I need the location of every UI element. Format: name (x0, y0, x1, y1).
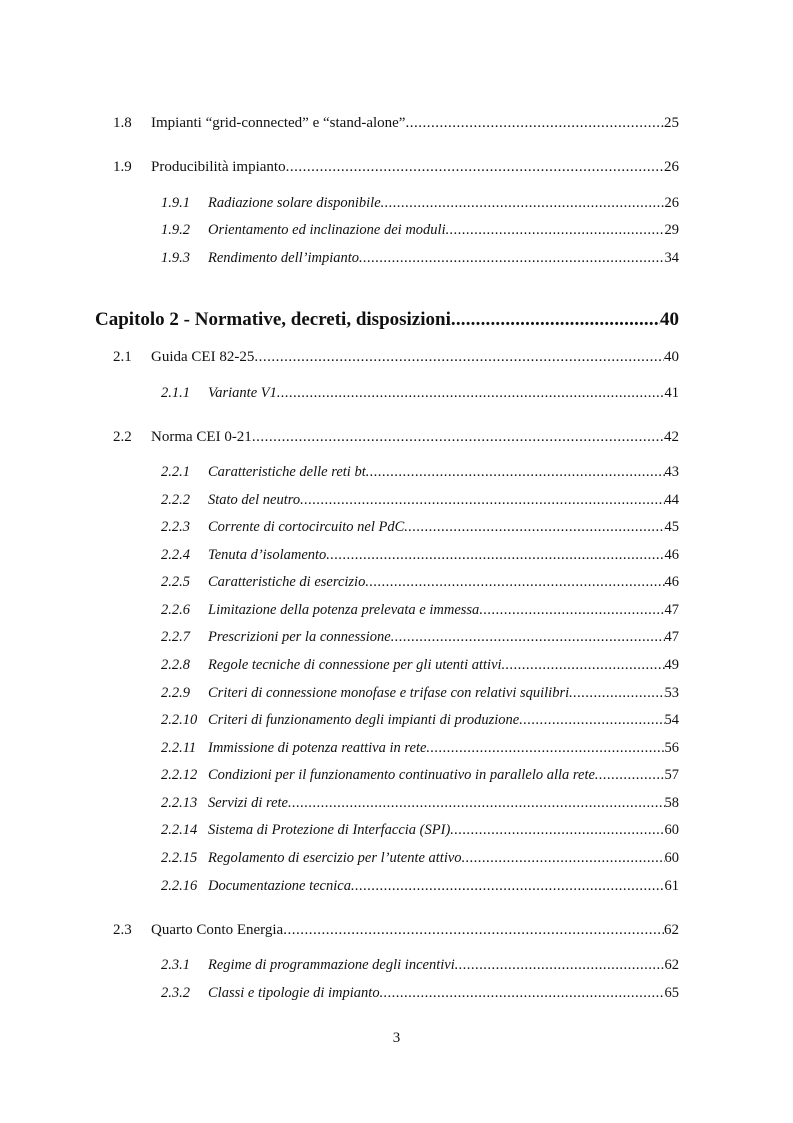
dot-leader (359, 247, 664, 269)
toc-page: 43 (664, 464, 679, 480)
toc-page: 62 (664, 922, 679, 938)
toc-title: Immissione di potenza reattiva in rete (208, 740, 427, 756)
toc-number: 1.9.3 (161, 250, 190, 266)
toc-entry[interactable] (113, 919, 679, 941)
dot-leader (326, 544, 664, 566)
toc-chapter[interactable] (95, 307, 679, 333)
toc-number: 2.2.2 (161, 492, 190, 508)
dot-leader (405, 112, 664, 134)
toc-subentry[interactable] (161, 626, 679, 648)
dot-leader (366, 461, 665, 483)
toc-number: 1.9.2 (161, 222, 190, 238)
toc-title: Regime di programmazione degli incentivi (208, 957, 455, 973)
toc-number: 2.2.5 (161, 574, 190, 590)
dot-leader (569, 682, 664, 704)
dot-leader (446, 219, 665, 241)
page-number: 3 (392, 1030, 401, 1046)
toc-subentry[interactable] (161, 382, 679, 404)
toc-page: 49 (664, 657, 679, 673)
dot-leader (381, 192, 665, 214)
toc-title: Sistema di Protezione di Interfaccia (SPI) (208, 822, 451, 838)
toc-number: 2.3 (113, 922, 132, 938)
toc-page: 62 (664, 957, 679, 973)
toc-number: 2.3.1 (161, 957, 190, 973)
toc-subentry[interactable] (161, 737, 679, 759)
toc-page: 54 (664, 712, 679, 728)
dot-leader (451, 307, 660, 333)
dot-leader (462, 847, 665, 869)
toc-subentry[interactable] (161, 819, 679, 841)
toc-number: 2.2.6 (161, 602, 190, 618)
toc-number: 2.2 (113, 429, 132, 445)
toc-number: 1.8 (113, 115, 132, 131)
toc-page: 42 (664, 429, 679, 445)
toc-page: 46 (664, 574, 679, 590)
dot-leader (391, 626, 665, 648)
toc-subentry[interactable] (161, 461, 679, 483)
toc-subentry[interactable] (161, 489, 679, 511)
toc-number: 2.2.15 (161, 850, 198, 866)
toc-number: 2.2.9 (161, 685, 190, 701)
toc-number: 2.2.13 (161, 795, 198, 811)
dot-leader (380, 982, 665, 1004)
toc-title: Prescrizioni per la connessione (208, 629, 391, 645)
toc-title: Regolamento di esercizio per l’utente attivo (208, 850, 462, 866)
toc-subentry[interactable] (161, 599, 679, 621)
toc-title: Norma CEI 0-21 (151, 429, 252, 445)
toc-entry[interactable] (113, 156, 679, 178)
toc-subentry[interactable] (161, 247, 679, 269)
toc-title: Limitazione della potenza prelevata e immessa (208, 602, 480, 618)
toc-page: 47 (664, 602, 679, 618)
toc-title: Corrente di cortocircuito nel PdC (208, 519, 405, 535)
toc-subentry[interactable] (161, 654, 679, 676)
toc-page: 57 (664, 767, 679, 783)
toc-number: 2.2.12 (161, 767, 198, 783)
toc-number: 2.2.10 (161, 712, 198, 728)
toc-subentry[interactable] (161, 219, 679, 241)
toc-title: Producibilità impianto (151, 159, 286, 175)
toc-page: 60 (664, 822, 679, 838)
toc-page: 26 (664, 195, 679, 211)
toc-number: 2.2.16 (161, 878, 198, 894)
toc-number: 2.2.7 (161, 629, 190, 645)
toc-title: Classi e tipologie di impianto (208, 985, 380, 1001)
toc-page: 46 (664, 547, 679, 563)
dot-leader (404, 516, 664, 538)
toc-number: 2.2.11 (161, 740, 197, 756)
dot-leader (450, 819, 664, 841)
toc-number: 1.9.1 (161, 195, 190, 211)
toc-subentry[interactable] (161, 764, 679, 786)
dot-leader (595, 764, 665, 786)
toc-number: 2.1.1 (161, 385, 190, 401)
toc-title: Rendimento dell’impianto (208, 250, 360, 266)
toc-chapter-title: Capitolo 2 - Normative, decreti, disposizioni (95, 309, 451, 330)
toc-title: Documentazione tecnica (208, 878, 351, 894)
dot-leader (277, 382, 665, 404)
toc-page: 60 (664, 850, 679, 866)
dot-leader (283, 919, 664, 941)
toc-number: 2.2.1 (161, 464, 190, 480)
toc-page: 40 (660, 309, 679, 330)
toc-subentry[interactable] (161, 192, 679, 214)
toc-subentry[interactable] (161, 516, 679, 538)
toc-subentry[interactable] (161, 982, 679, 1004)
toc-number: 2.2.14 (161, 822, 198, 838)
toc-title: Stato del neutro (208, 492, 301, 508)
toc-title: Tenuta d’isolamento (208, 547, 327, 563)
dot-leader (502, 654, 665, 676)
toc-number: 2.2.8 (161, 657, 190, 673)
toc-subentry[interactable] (161, 709, 679, 731)
dot-leader (455, 954, 665, 976)
toc-title: Radiazione solare disponibile (208, 195, 381, 211)
toc-title: Orientamento ed inclinazione dei moduli (208, 222, 446, 238)
toc-subentry[interactable] (161, 875, 679, 897)
toc-page: 29 (664, 222, 679, 238)
toc-page: 40 (664, 349, 679, 365)
dot-leader (426, 737, 664, 759)
toc-page: 25 (664, 115, 679, 131)
toc-subentry[interactable] (161, 847, 679, 869)
toc-page: 26 (664, 159, 679, 175)
toc-page: 58 (664, 795, 679, 811)
toc-page: 45 (664, 519, 679, 535)
toc-title: Criteri di connessione monofase e trifase con relativi squilibri (208, 685, 570, 701)
toc-title: Servizi di rete (208, 795, 288, 811)
toc-entry[interactable] (113, 426, 679, 448)
toc-number: 1.9 (113, 159, 132, 175)
toc-number: 2.2.4 (161, 547, 190, 563)
toc-page: 44 (664, 492, 679, 508)
dot-leader (252, 426, 664, 448)
toc-subentry[interactable] (161, 792, 679, 814)
toc-page: 56 (664, 740, 679, 756)
dot-leader (286, 156, 664, 178)
toc-title: Regole tecniche di connessione per gli utenti attivi (208, 657, 502, 673)
toc-page: 34 (664, 250, 679, 266)
toc-subentry[interactable] (161, 954, 679, 976)
toc-title: Criteri di funzionamento degli impianti di produzione (208, 712, 520, 728)
toc-number: 2.3.2 (161, 985, 190, 1001)
toc-title: Caratteristiche di esercizio (208, 574, 366, 590)
dot-leader (519, 709, 664, 731)
toc-subentry[interactable] (161, 544, 679, 566)
dot-leader (351, 875, 665, 897)
toc-subentry[interactable] (161, 571, 679, 593)
toc-title: Variante V1 (208, 385, 277, 401)
toc-title: Impianti “grid-connected” e “stand-alone” (151, 115, 406, 131)
toc-page: 53 (664, 685, 679, 701)
toc-subentry[interactable] (161, 682, 679, 704)
toc-title: Quarto Conto Energia (151, 922, 284, 938)
dot-leader (365, 571, 664, 593)
dot-leader (254, 346, 664, 368)
toc-number: 2.2.3 (161, 519, 190, 535)
toc-page: 47 (664, 629, 679, 645)
toc-number: 2.1 (113, 349, 132, 365)
toc-page: 61 (664, 878, 679, 894)
toc-page: 65 (664, 985, 679, 1001)
toc-entry[interactable] (113, 346, 679, 368)
dot-leader (300, 489, 664, 511)
toc-entry[interactable] (113, 112, 679, 134)
dot-leader (288, 792, 665, 814)
toc-title: Condizioni per il funzionamento continuativo in parallelo alla rete (208, 767, 595, 783)
toc-title: Caratteristiche delle reti bt (208, 464, 366, 480)
toc-page: 41 (664, 385, 679, 401)
dot-leader (479, 599, 664, 621)
toc-title: Guida CEI 82-25 (151, 349, 255, 365)
